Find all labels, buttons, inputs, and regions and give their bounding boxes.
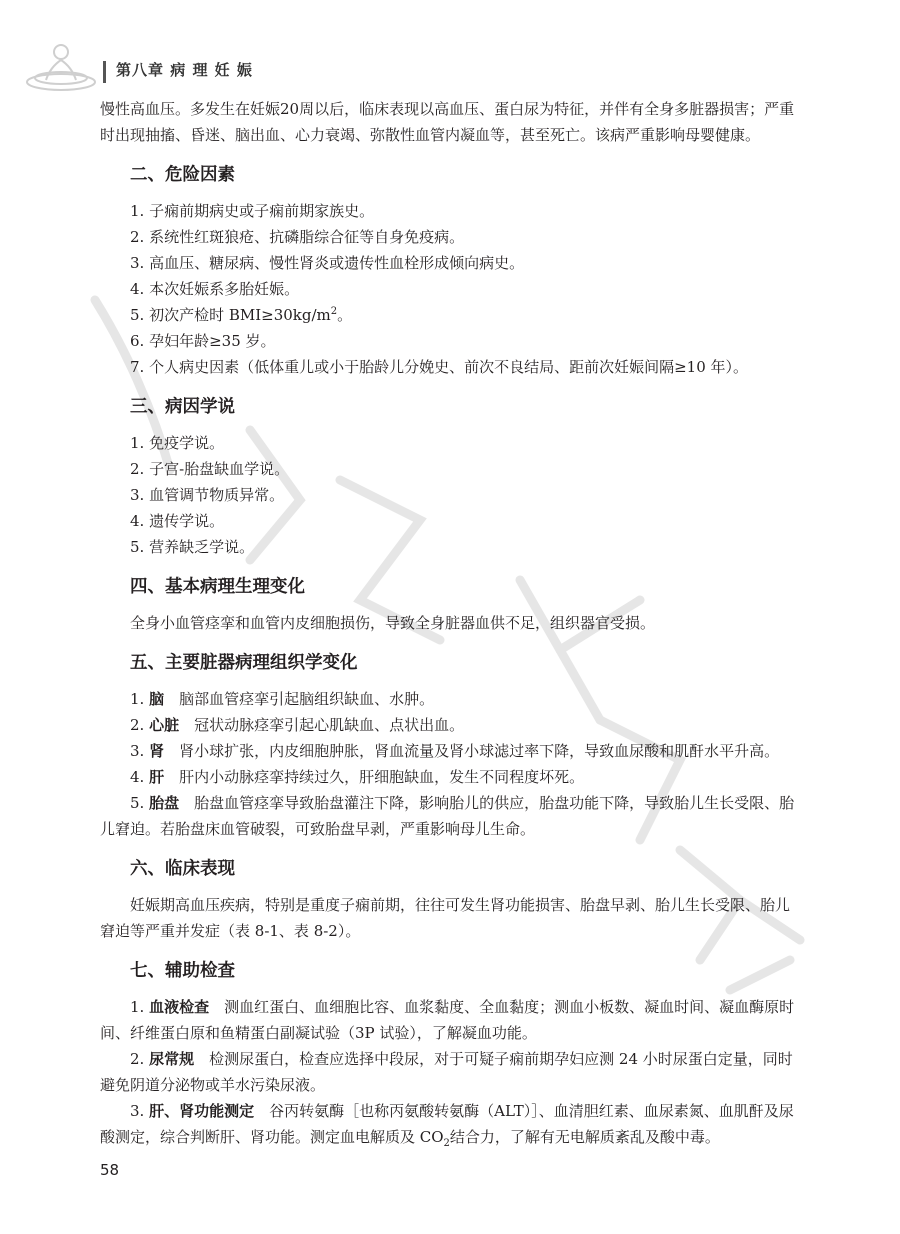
subscript: 2 xyxy=(443,1138,450,1149)
term: 肝 xyxy=(149,768,165,786)
list-item: 3. 血管调节物质异常。 xyxy=(130,486,285,504)
list-item: 1. 免疫学说。 xyxy=(130,434,225,452)
list-item: 5. 营养缺乏学说。 xyxy=(130,538,255,556)
term: 脑 xyxy=(149,690,165,708)
list-item xyxy=(100,1046,800,1098)
list-item: 4. 本次妊娠系多胎妊娠。 xyxy=(130,280,300,298)
list-item-text: 5. 初次产检时 BMI≥30kg/m xyxy=(130,306,331,324)
list-item xyxy=(100,1098,800,1150)
list-item xyxy=(100,738,800,764)
list-item xyxy=(100,302,800,328)
item-text: 结合力，了解有无电解质紊乱及酸中毒。 xyxy=(449,1128,720,1146)
section-heading-etiology: 三、病因学说 xyxy=(130,397,235,417)
list-item xyxy=(100,994,800,1046)
section-heading-pathophysiology: 四、基本病理生理变化 xyxy=(130,577,305,597)
term: 血液检查 xyxy=(149,998,210,1016)
item-number: 1. xyxy=(130,998,145,1016)
list-item xyxy=(100,764,800,790)
header-divider xyxy=(103,61,106,83)
list-item-end: 。 xyxy=(337,306,353,324)
list-item: 2. 系统性红斑狼疮、抗磷脂综合征等自身免疫病。 xyxy=(130,228,465,246)
item-number: 5. xyxy=(130,794,145,812)
list-item xyxy=(100,712,800,738)
section-heading-organ-pathology: 五、主要脏器病理组织学变化 xyxy=(130,653,358,673)
list-item: 1. 子痫前期病史或子痫前期家族史。 xyxy=(130,202,375,220)
intro-paragraph: 慢性高血压。多发生在妊娠20周以后，临床表现以高血压、蛋白尿为特征，并伴有全身多脏器损害；严重时出现抽搐、昏迷、脑出血、心力衰竭、弥散性血管内凝血等，甚至死亡。该病严重影响母婴健康。 xyxy=(100,100,795,144)
item-number: 1. xyxy=(130,690,145,708)
page-content xyxy=(100,96,800,1150)
list-item: 2. 子宫-胎盘缺血学说。 xyxy=(130,460,290,478)
section-heading-exams: 七、辅助检查 xyxy=(130,961,235,981)
item-number: 2. xyxy=(130,716,145,734)
item-text: 测血红蛋白、血细胞比容、血浆黏度、全血黏度；测血小板数、凝血时间、凝血酶原时间、纤维蛋白原和鱼精蛋白副凝试验（3P 试验），了解凝血功能。 xyxy=(100,998,795,1042)
term: 尿常规 xyxy=(149,1050,195,1068)
list-item xyxy=(100,686,800,712)
list-item xyxy=(100,790,800,842)
section-heading-risk-factors: 二、危险因素 xyxy=(130,165,235,185)
item-number: 3. xyxy=(130,742,145,760)
item-text: 脑部血管痉挛引起脑组织缺血、水肿。 xyxy=(179,690,435,708)
item-number: 3. xyxy=(130,1102,145,1120)
item-number: 4. xyxy=(130,768,145,786)
section-heading-clinical: 六、临床表现 xyxy=(130,859,235,879)
chapter-title: 第八章 病 理 妊 娠 xyxy=(116,61,253,79)
item-text: 检测尿蛋白，检查应选择中段尿，对于可疑子痫前期孕妇应测 24 小时尿蛋白定量，同时避免阴道分泌物或羊水污染尿液。 xyxy=(100,1050,793,1094)
term: 胎盘 xyxy=(149,794,180,812)
item-text: 肝内小动脉痉挛持续过久，肝细胞缺血，发生不同程度坏死。 xyxy=(179,768,585,786)
list-item: 4. 遗传学说。 xyxy=(130,512,225,530)
item-text: 肾小球扩张，内皮细胞肿胀，肾血流量及肾小球滤过率下降，导致血尿酸和肌酐水平升高。 xyxy=(179,742,780,760)
item-text: 胎盘血管痉挛导致胎盘灌注下降，影响胎儿的供应，胎盘功能下降，导致胎儿生长受限、胎儿窘迫。若胎盘床血管破裂，可致胎盘早剥，严重影响母儿生命。 xyxy=(100,794,795,838)
list-item: 6. 孕妇年龄≥35 岁。 xyxy=(130,332,276,350)
item-number: 2. xyxy=(130,1050,145,1068)
superscript: 2 xyxy=(330,306,338,317)
page-number: 58 xyxy=(100,1161,120,1179)
list-item: 3. 高血压、糖尿病、慢性肾炎或遗传性血栓形成倾向病史。 xyxy=(130,254,525,272)
item-text: 谷丙转氨酶［也称丙氨酸转氨酶（ALT）］、血清胆红素、血尿素氮、血肌酐及尿酸测定，综合判断肝、肾功能。测定血电解质及 CO xyxy=(100,1102,794,1146)
term: 肝、肾功能测定 xyxy=(149,1102,255,1120)
paragraph: 全身小血管痉挛和血管内皮细胞损伤，导致全身脏器血供不足，组织器官受损。 xyxy=(130,614,656,632)
term: 肾 xyxy=(149,742,165,760)
term: 心脏 xyxy=(149,716,180,734)
list-item: 7. 个人病史因素（低体重儿或小于胎龄儿分娩史、前次不良结局、距前次妊娠间隔≥10 年）。 xyxy=(130,358,749,376)
paragraph: 妊娠期高血压疾病，特别是重度子痫前期，往往可发生肾功能损害、胎盘早剥、胎儿生长受限、胎儿窘迫等严重并发症（表 8-1、表 8-2）。 xyxy=(100,896,791,940)
publisher-logo-icon xyxy=(22,32,100,94)
item-text: 冠状动脉痉挛引起心肌缺血、点状出血。 xyxy=(194,716,465,734)
